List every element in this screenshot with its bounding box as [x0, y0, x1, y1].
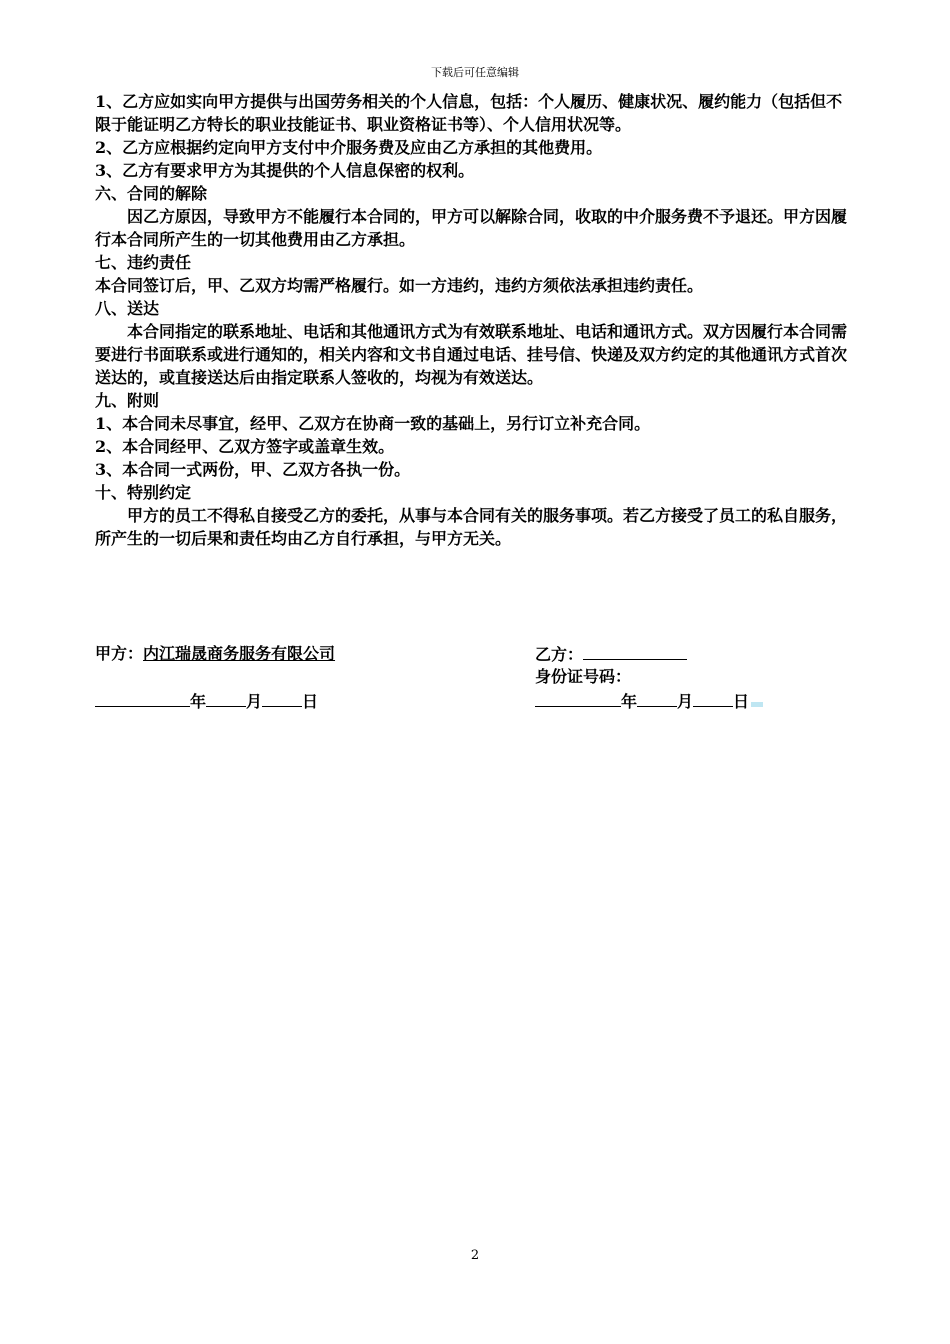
day-label: 日: [733, 692, 750, 711]
id-number-line: [535, 665, 631, 688]
section-heading: 九、附则: [95, 391, 160, 410]
year-label: 年: [190, 692, 207, 711]
page-number: 2: [470, 1248, 480, 1263]
party-a-label: 甲方：: [95, 644, 144, 663]
paragraph: 甲方的员工不得私自接受乙方的委托，从事与本合同有关的服务事项。若乙方接受了员工的私自服务，所产生的一切后果和责任均由乙方自行承担，与甲方无关。: [95, 506, 848, 548]
paragraph: 本合同签订后，甲、乙双方均需严格履行。如一方违约，违约方须依法承担违约责任。: [95, 276, 704, 295]
party-b-blank: [583, 642, 687, 660]
party-b-label: 乙方：: [535, 645, 584, 664]
section-heading: 八、送达: [95, 299, 160, 318]
header-note: 下载后可任意编辑: [431, 66, 519, 79]
section-heading: 十、特别约定: [95, 483, 192, 502]
paragraph: 1、乙方应如实向甲方提供与出国劳务相关的个人信息，包括：个人履历、健康状况、履约能力（包括但不限于能证明乙方特长的职业技能证书、职业资格证书等）、个人信用状况等。: [95, 92, 843, 134]
month-label: 月: [246, 692, 263, 711]
section-heading: 七、违约责任: [95, 253, 192, 272]
month-blank: [637, 689, 677, 707]
paragraph: 2、乙方应根据约定向甲方支付中介服务费及应由乙方承担的其他费用。: [95, 138, 603, 157]
day-label: 日: [302, 692, 319, 711]
month-label: 月: [677, 692, 694, 711]
day-blank: [262, 689, 302, 707]
party-a-name: 内江瑞晟商务服务有限公司: [143, 644, 336, 663]
party-a-line: [95, 642, 335, 665]
paragraph: 2、本合同经甲、乙双方签字或盖章生效。: [95, 437, 395, 456]
contract-body: [95, 90, 855, 550]
section-heading: 六、合同的解除: [95, 184, 208, 203]
text-cursor-marker: [751, 702, 763, 707]
party-b-line: [535, 642, 687, 666]
month-blank: [206, 689, 246, 707]
paragraph: 因乙方原因，导致甲方不能履行本合同的，甲方可以解除合同，收取的中介服务费不予退还。甲方因履行本合同所产生的一切其他费用由乙方承担。: [95, 207, 848, 249]
paragraph: 3、乙方有要求甲方为其提供的个人信息保密的权利。: [95, 161, 475, 180]
paragraph: 本合同指定的联系地址、电话和其他通讯方式为有效联系地址、电话和通讯方式。双方因履行本合同需要进行书面联系或进行通知的，相关内容和文书自通过电话、挂号信、快递及双方约定的其他通讯方式首次送达的，或直接送达后由指定联系人签收的，均视为有效送达。: [95, 322, 848, 387]
id-number-label: 身份证号码：: [535, 667, 632, 686]
year-blank: [535, 689, 621, 707]
paragraph: 3、本合同一式两份，甲、乙双方各执一份。: [95, 460, 411, 479]
year-blank: [95, 689, 190, 707]
day-blank: [693, 689, 733, 707]
paragraph: 1、本合同未尽事宜，经甲、乙双方在协商一致的基础上，另行订立补充合同。: [95, 414, 651, 433]
party-a-date: [95, 689, 318, 713]
party-b-date: [535, 689, 763, 713]
year-label: 年: [621, 692, 638, 711]
